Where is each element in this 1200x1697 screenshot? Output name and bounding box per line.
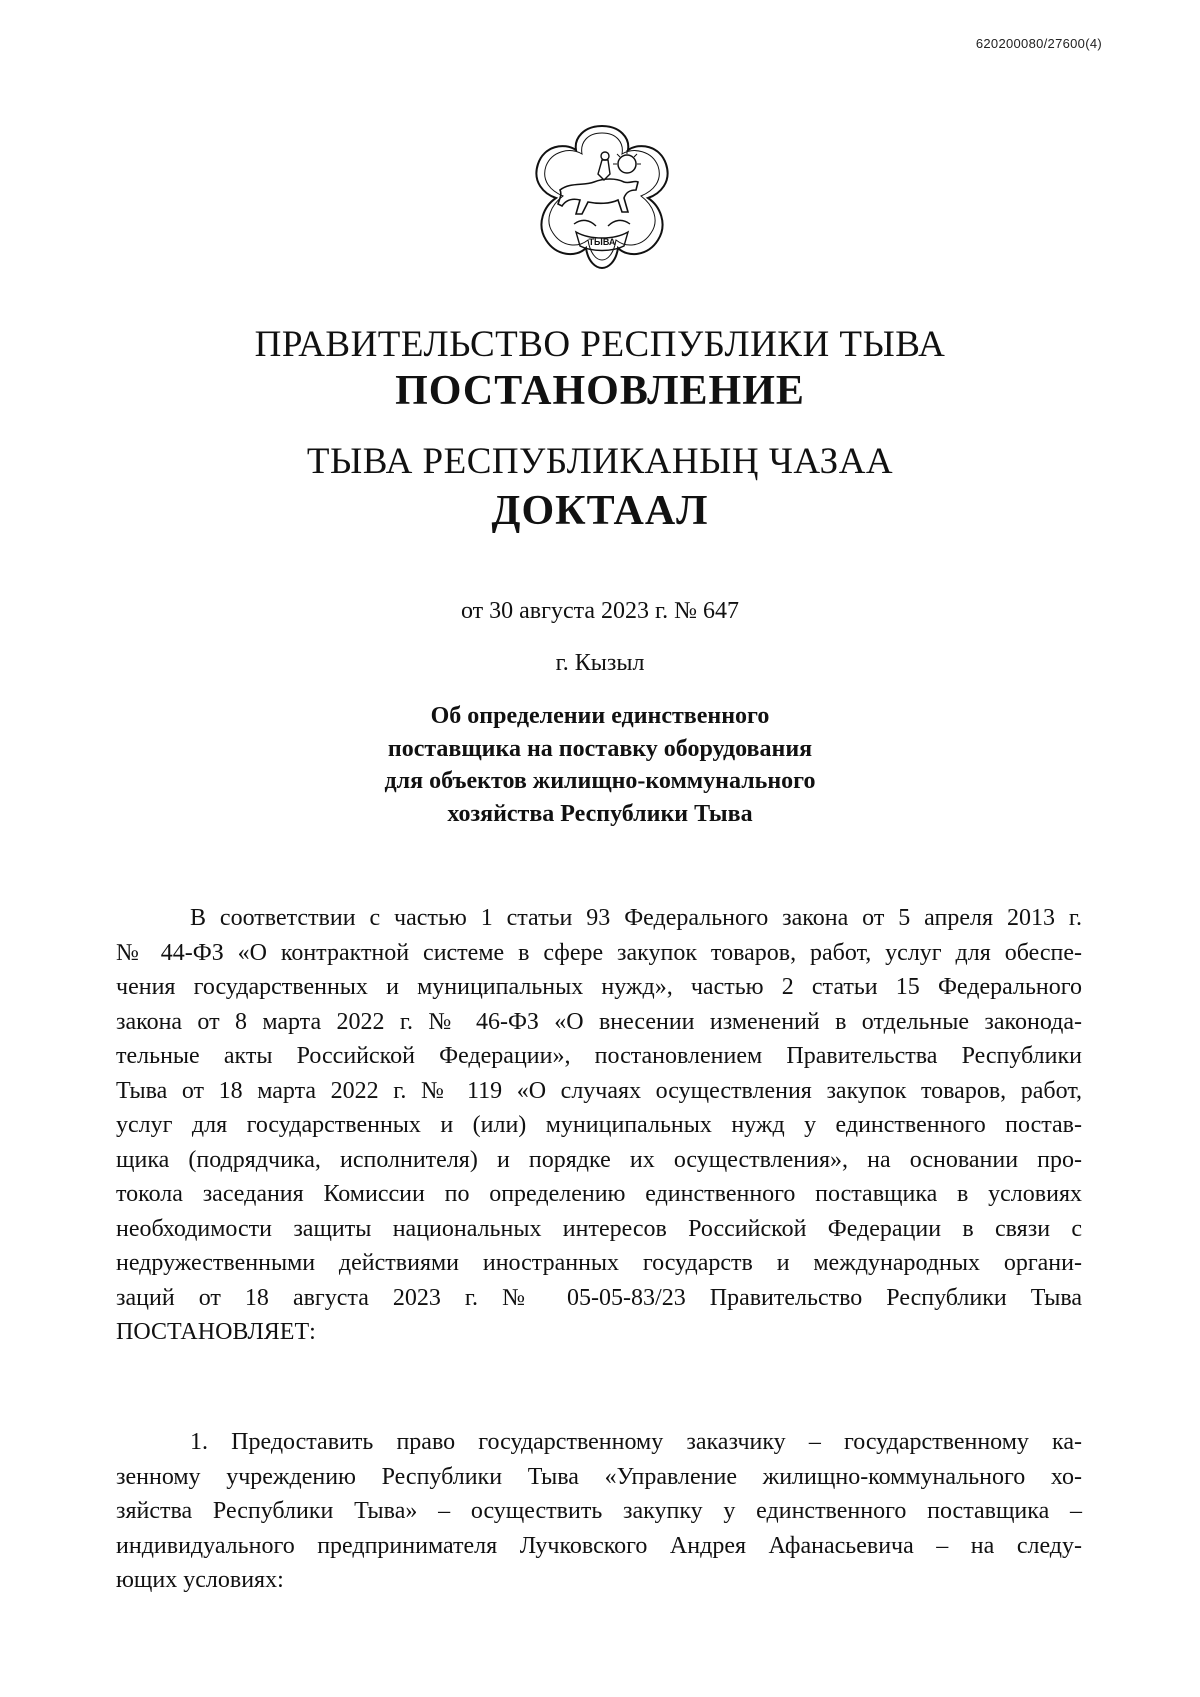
subject-line: поставщика на поставку оборудования [387,735,813,762]
tuva-coat-of-arms-icon [524,120,680,272]
text-line: ющих условиях: [116,1567,284,1593]
text-line: ПОСТАНОВЛЯЕТ: [116,1319,316,1345]
document-date-number: от 30 августа 2023 г. № 647 [460,598,740,624]
subject-line: Об определении единственного [430,703,770,729]
text-line: зяйства Республики Тыва» – осуществить закупку у единственного поставщика – [116,1498,1082,1524]
text-line: № 44-ФЗ «О контрактной системе в сфере закупок товаров, работ, услуг для обеспе- [116,939,1082,966]
emblem-inscription: ТЫВА [588,237,616,247]
text-line: токола заседания Комиссии по определению единственного поставщика в условиях [116,1181,1082,1207]
text-line: закона от 8 марта 2022 г. № 46-ФЗ «О внесении изменений в отдельные законода- [116,1008,1082,1035]
clause-1-paragraph [116,1425,1082,1598]
text-line: необходимости защиты национальных интересов Российской Федерации в связи с [116,1215,1082,1242]
text-line: услуг для государственных и (или) муниципальных нужд у единственного постав- [116,1112,1082,1138]
text-line: недружественными действиями иностранных государств и международных органи- [116,1250,1082,1276]
text-line: Тыва от 18 марта 2022 г. № 119 «О случаях осуществления закупок товаров, работ, [116,1077,1082,1104]
subject-line: для объектов жилищно-коммунального [384,768,816,794]
text-line: 1. Предоставить право государственному заказчику – государственному ка- [190,1429,1082,1455]
text-line: чения государственных и муниципальных нужд», частью 2 статьи 15 Федерального [116,974,1082,1000]
text-line: В соответствии с частью 1 статьи 93 Федерального закона от 5 апреля 2013 г. [190,905,1082,931]
government-title-ru: ПРАВИТЕЛЬСТВО РЕСПУБЛИКИ ТЫВА [254,324,946,365]
text-line: щика (подрядчика, исполнителя) и порядке их осуществления», на основании про- [116,1146,1082,1173]
text-line: заций от 18 августа 2023 г. № 05-05-83/23 Правительство Республики Тыва [116,1284,1082,1311]
text-line: индивидуального предпринимателя Лучковского Андрея Афанасьевича – на следу- [116,1532,1082,1559]
document-city: г. Кызыл [555,650,645,676]
document-number: 620200080/27600(4) [975,36,1102,51]
government-title-tyv: ТЫВА РЕСПУБЛИКАНЫҢ ЧАЗАА [306,441,894,482]
document-type-ru: ПОСТАНОВЛЕНИЕ [395,368,805,414]
subject-line: хозяйства Республики Тыва [447,800,753,827]
text-line: тельные акты Российской Федерации», постановлением Правительства Республики [116,1043,1082,1069]
text-line: зенному учреждению Республики Тыва «Управление жилищно-коммунального хо- [116,1463,1082,1490]
preamble-paragraph [116,901,1082,1350]
document-type-tyv: ДОКТААЛ [491,488,709,534]
document-subject [0,700,1200,830]
